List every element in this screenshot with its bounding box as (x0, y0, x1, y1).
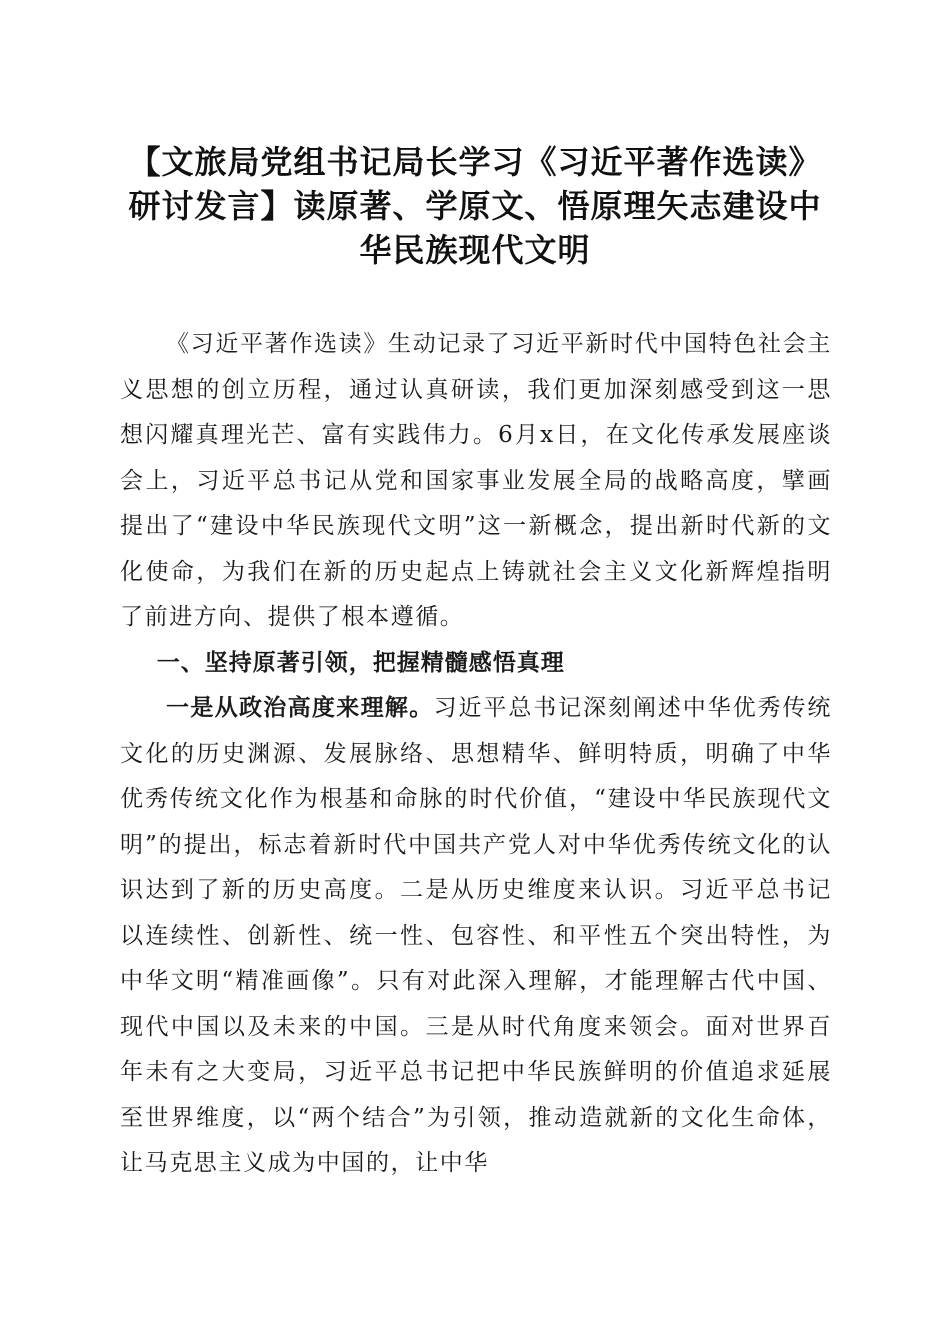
section-paragraph-text: 习近平总书记深刻阐述中华优秀传统文化的历史渊源、发展脉络、思想精华、鲜明特质，明确了中华优秀传统文化作为根基和命脉的时代价值，“建设中华民族现代文明”的提出，标志着新时代中国共产党人对中华优秀传统文化的认识达到了新的历史高度。二是从历史维度来认识。习近平总书记以连续性、创新性、统一性、包容性、和平性五个突出特性，为中华文明“精准画像”。只有对此深入理解，才能理解古代中国、现代中国以及未来的中国。三是从时代角度来领会。面对世界百年未有之大变局，习近平总书记把中华民族鲜明的价值追求延展至世界维度，以“两个结合”为引领，推动造就新的文化生命体，让马克思主义成为中国的，让中华 (120, 695, 833, 1176)
section-heading: 一、坚持原著引领，把握精髓感悟真理 (156, 649, 565, 676)
document-title: 【文旅局党组书记局长学习《习近平著作选读》研讨发言】读原著、学原文、悟原理矢志建设中华民族现代文明 (128, 143, 822, 269)
section-paragraph (120, 686, 832, 1187)
document-body (120, 322, 832, 1187)
intro-paragraph: 《习近平著作选读》生动记录了习近平新时代中国特色社会主义思想的创立历程，通过认真研读，我们更加深刻感受到这一思想闪耀真理光芒、富有实践伟力。6月x日，在文化传承发展座谈会上，习近平总书记从党和国家事业发展全局的战略高度，擘画提出了“建设中华民族现代文明”这一新概念，提出新时代新的文化使命，为我们在新的历史起点上铸就社会主义文化新辉煌指明了前进方向、提供了根本遵循。 (120, 331, 832, 630)
section-lead-sentence: 一是从政治高度来理解。 (166, 695, 434, 721)
